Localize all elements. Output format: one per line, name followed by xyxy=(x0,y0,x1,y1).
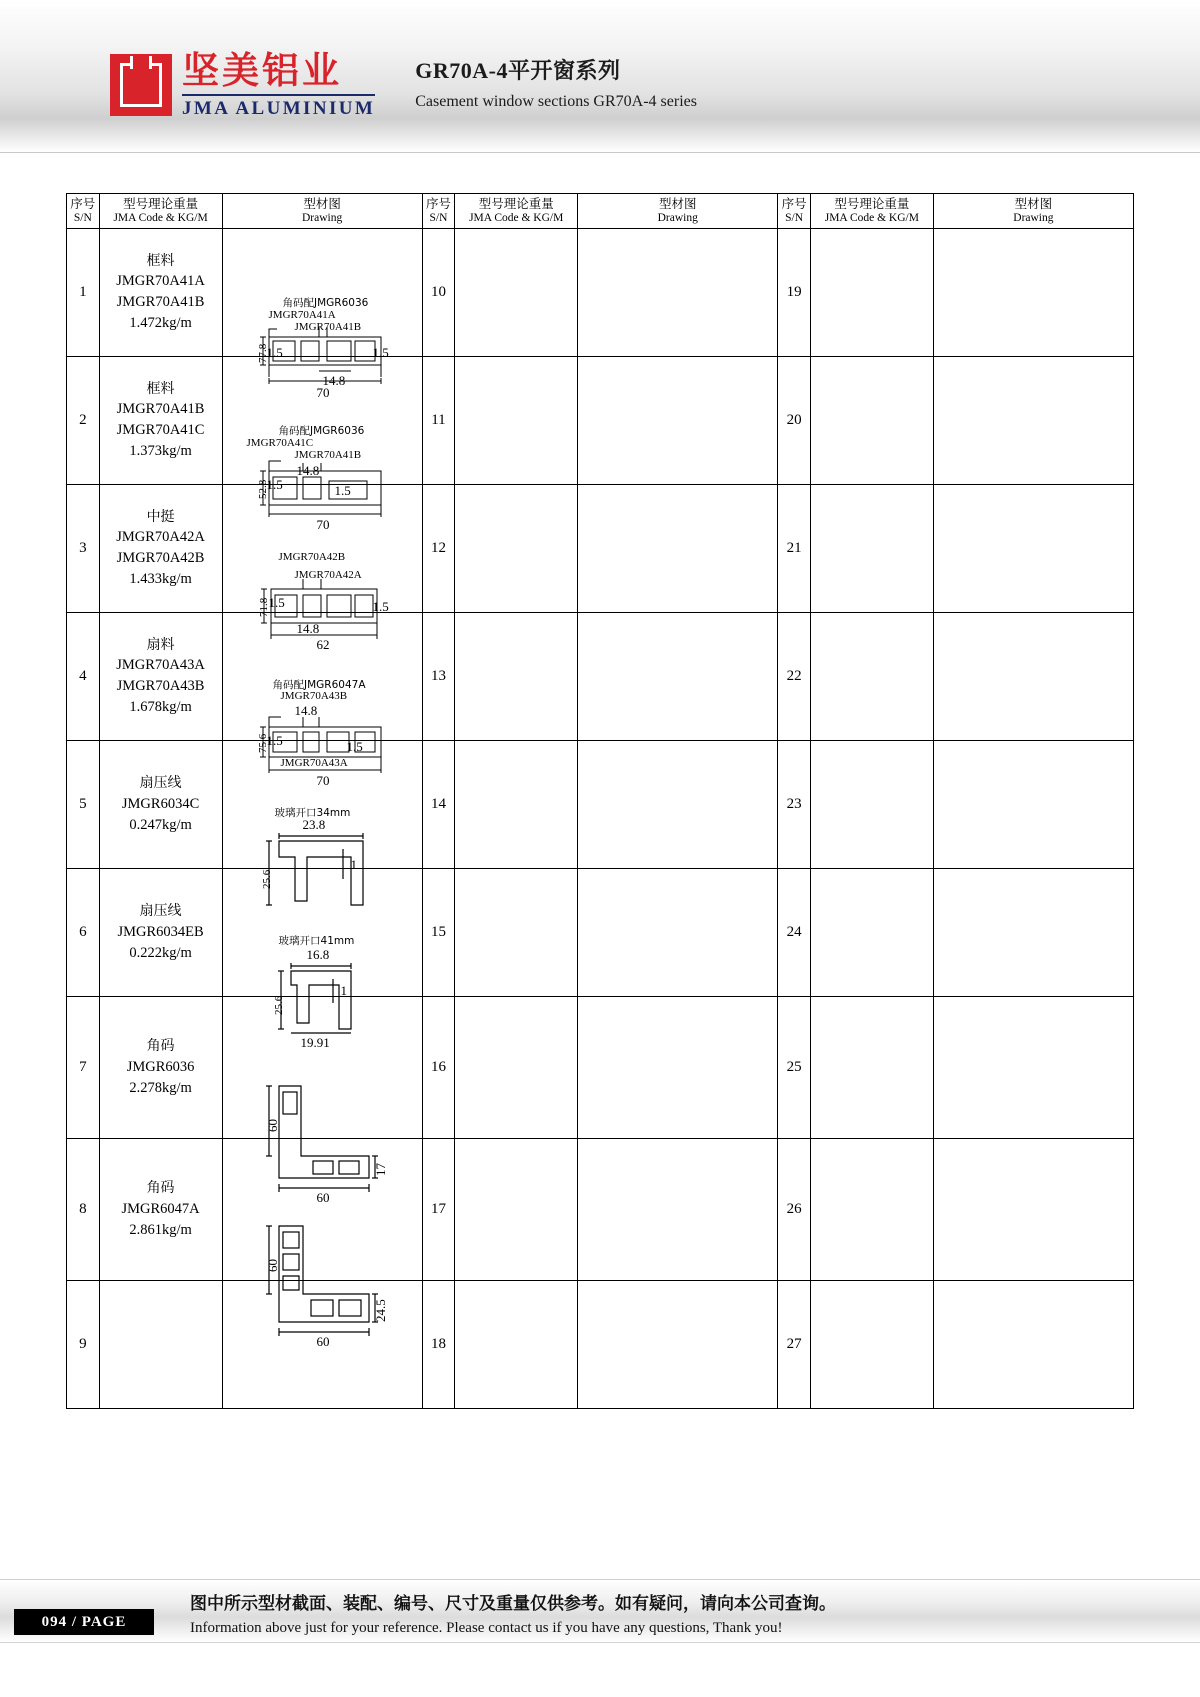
row-code-empty xyxy=(810,613,933,741)
row-drawing xyxy=(222,869,422,1050)
row-drawing-empty xyxy=(578,997,778,1139)
row-code-empty xyxy=(455,1281,578,1409)
dim-height: 71.8 xyxy=(257,597,270,617)
row-code xyxy=(99,997,222,1139)
code-label-b: JMGR70A41B xyxy=(294,448,362,461)
row-sn-2: 18 xyxy=(422,1281,455,1409)
row-type-cn: 角码 xyxy=(146,1180,175,1197)
code-label-a: JMGR70A43A xyxy=(280,756,348,769)
dim-width: 70 xyxy=(316,384,330,400)
note-label: 角码配JMGR6036 xyxy=(282,296,369,309)
row-drawing-empty xyxy=(933,613,1133,741)
row-sn-3: 22 xyxy=(778,613,811,741)
brand-name-en: JMA ALUMINIUM xyxy=(182,94,375,118)
row-type-cn: 扇料 xyxy=(146,636,175,653)
footer-note-en: Information above just for your reference. Please contact us if you have any questions, Thank you! xyxy=(190,1620,783,1636)
row-sn-2: 15 xyxy=(422,869,455,997)
row-weight: 0.247kg/m xyxy=(129,816,192,833)
row-code-1: JMGR70A41A xyxy=(116,273,205,290)
code-label-b: JMGR70A41B xyxy=(294,320,362,333)
row-code-2: JMGR70A43B xyxy=(116,678,205,695)
row-sn-3: 19 xyxy=(778,229,811,357)
row-drawing-empty xyxy=(933,485,1133,613)
row-drawing-empty xyxy=(578,741,778,869)
row-drawing-empty xyxy=(933,997,1133,1139)
row-code xyxy=(99,229,222,357)
brand-logo xyxy=(110,49,376,119)
row-sn: 4 xyxy=(67,613,100,741)
dim-height: 25.6 xyxy=(260,869,273,889)
dim-width: 60 xyxy=(316,1333,330,1349)
table-header-row xyxy=(67,194,1134,229)
dim-left: 1.5 xyxy=(266,732,283,748)
code-label-b: JMGR70A43B xyxy=(280,689,348,702)
row-type-cn: 框料 xyxy=(146,252,175,269)
code-label-c: JMGR70A41C xyxy=(246,436,314,449)
sections-table xyxy=(66,193,1134,1409)
header-code-2: 型号理论重量 JMA Code & KG/M xyxy=(455,194,578,229)
row-code-empty xyxy=(810,229,933,357)
row-sn-3: 21 xyxy=(778,485,811,613)
row-drawing-empty xyxy=(578,1139,778,1281)
row-sn-2: 12 xyxy=(422,485,455,613)
footer-note-cn: 图中所示型材截面、装配、编号、尺寸及重量仅供参考。如有疑问，请向本公司查询。 xyxy=(190,1594,836,1614)
row-code-empty xyxy=(455,485,578,613)
row-code-empty xyxy=(455,613,578,741)
row-code-empty xyxy=(810,869,933,997)
row-sn: 6 xyxy=(67,869,100,997)
row-code-1: JMGR70A43A xyxy=(116,657,205,674)
dim-width: 23.8 xyxy=(302,816,326,832)
row-code-empty xyxy=(810,357,933,485)
row-drawing xyxy=(222,1139,422,1349)
row-sn-2: 17 xyxy=(422,1139,455,1281)
row-drawing xyxy=(222,613,422,788)
dim-height: 52.8 xyxy=(256,479,269,499)
row-drawing-empty xyxy=(578,357,778,485)
row-weight: 2.861kg/m xyxy=(129,1221,192,1238)
row-sn-3: 20 xyxy=(778,357,811,485)
row-drawing-empty xyxy=(578,869,778,997)
note-label: 角码配JMGR6036 xyxy=(278,424,365,437)
row-weight: 1.678kg/m xyxy=(129,699,192,716)
dim-thickness: 1 xyxy=(340,982,348,998)
row-sn-3: 27 xyxy=(778,1281,811,1409)
row-code-1: JMGR6047A xyxy=(121,1200,200,1217)
row-drawing-empty xyxy=(933,357,1133,485)
row-code xyxy=(99,741,222,869)
row-code-empty xyxy=(455,741,578,869)
table-row xyxy=(67,997,1134,1139)
page-footer xyxy=(0,1579,1200,1647)
header-code-1: 型号理论重量 JMA Code & KG/M xyxy=(99,194,222,229)
page-title-en: Casement window sections GR70A-4 series xyxy=(415,93,697,110)
row-sn: 2 xyxy=(67,357,100,485)
row-code-empty xyxy=(810,1139,933,1281)
table-row xyxy=(67,357,1134,485)
row-sn-2: 13 xyxy=(422,613,455,741)
row-code-1: JMGR70A42A xyxy=(116,529,205,546)
header-drawing-1: 型材图 Drawing xyxy=(222,194,422,229)
row-code xyxy=(99,357,222,485)
row-drawing-empty xyxy=(578,485,778,613)
row-sn: 9 xyxy=(67,1281,100,1409)
header-sn-3: 序号 S/N xyxy=(778,194,811,229)
header-sn-1: 序号 S/N xyxy=(67,194,100,229)
row-code-2: JMGR70A41C xyxy=(116,422,205,439)
row-drawing-empty xyxy=(933,229,1133,357)
row-drawing-empty xyxy=(222,1281,422,1409)
row-sn-2: 10 xyxy=(422,229,455,357)
dim-left: 1.5 xyxy=(266,344,283,360)
dim-left: 1.5 xyxy=(268,594,285,610)
table-row xyxy=(67,613,1134,741)
row-code-1: JMGR6034EB xyxy=(117,923,204,940)
jma-logo-icon xyxy=(110,54,172,116)
page-header xyxy=(0,0,1200,153)
row-code-empty xyxy=(99,1281,222,1409)
row-drawing xyxy=(222,997,422,1205)
dim-inner: 14.8 xyxy=(296,462,320,478)
dim-height: 60 xyxy=(264,1258,280,1272)
header-sn-2: 序号 S/N xyxy=(422,194,455,229)
row-sn-3: 23 xyxy=(778,741,811,869)
row-drawing-empty xyxy=(933,741,1133,869)
brand-name-cn: 坚美铝业 xyxy=(182,49,342,92)
dim-inner: 14.8 xyxy=(294,702,318,718)
row-code xyxy=(99,613,222,741)
dim-left: 1.5 xyxy=(266,476,283,492)
dim-thickness: 1 xyxy=(350,856,358,872)
header-drawing-3: 型材图 Drawing xyxy=(933,194,1133,229)
row-drawing-empty xyxy=(578,1281,778,1409)
row-code-1: JMGR6034C xyxy=(121,795,200,812)
row-type-cn: 中挺 xyxy=(146,508,175,525)
dim-right: 1.5 xyxy=(372,598,389,614)
row-code-empty xyxy=(810,741,933,869)
row-sn: 8 xyxy=(67,1139,100,1281)
row-drawing xyxy=(222,229,422,400)
row-type-cn: 框料 xyxy=(146,380,175,397)
row-weight: 1.433kg/m xyxy=(129,571,192,588)
header-drawing-2: 型材图 Drawing xyxy=(578,194,778,229)
dim-width: 16.8 xyxy=(306,946,330,962)
dim-right: 1.5 xyxy=(334,482,351,498)
row-drawing-empty xyxy=(933,1139,1133,1281)
row-code-empty xyxy=(455,869,578,997)
row-drawing-empty xyxy=(578,229,778,357)
dim-thickness: 17 xyxy=(372,1162,388,1176)
row-drawing xyxy=(222,357,422,532)
row-sn-3: 26 xyxy=(778,1139,811,1281)
dim-inner: 14.8 xyxy=(296,620,320,636)
row-code-2: JMGR70A41B xyxy=(116,294,205,311)
dim-width: 70 xyxy=(316,516,330,532)
page-title-cn: GR70A-4平开窗系列 xyxy=(415,58,621,83)
table-row xyxy=(67,485,1134,613)
row-weight: 2.278kg/m xyxy=(129,1079,192,1096)
row-code-empty xyxy=(810,1281,933,1409)
code-label-b: JMGR70A42B xyxy=(278,550,346,563)
row-code-empty xyxy=(810,485,933,613)
row-code-empty xyxy=(455,1139,578,1281)
dim-height: 75.6 xyxy=(256,733,269,753)
note-label: 玻璃开口41mm xyxy=(278,934,355,947)
note-label: 角码配JMGR6047A xyxy=(272,678,366,691)
note-label: 玻璃开口34mm xyxy=(274,806,351,819)
dim-width: 60 xyxy=(316,1189,330,1205)
row-code-empty xyxy=(810,997,933,1139)
row-sn-2: 14 xyxy=(422,741,455,869)
table-row xyxy=(67,1139,1134,1281)
row-code-empty xyxy=(455,997,578,1139)
row-type-cn: 扇压线 xyxy=(139,903,182,920)
row-code-empty xyxy=(455,357,578,485)
dim-width: 70 xyxy=(316,772,330,788)
row-drawing-empty xyxy=(578,613,778,741)
code-label-a: JMGR70A42A xyxy=(294,568,362,581)
row-weight: 0.222kg/m xyxy=(129,944,192,961)
dim-right: 1.5 xyxy=(372,344,389,360)
row-sn: 1 xyxy=(67,229,100,357)
row-sn: 3 xyxy=(67,485,100,613)
row-code xyxy=(99,1139,222,1281)
dim-height: 77.8 xyxy=(256,343,269,363)
table-row xyxy=(67,229,1134,357)
row-code xyxy=(99,485,222,613)
row-drawing-empty xyxy=(933,869,1133,997)
row-weight: 1.373kg/m xyxy=(129,443,192,460)
row-sn-2: 16 xyxy=(422,997,455,1139)
row-drawing-empty xyxy=(933,1281,1133,1409)
row-drawing xyxy=(222,482,422,652)
table-row xyxy=(67,869,1134,997)
table-row xyxy=(67,741,1134,869)
header-code-3: 型号理论重量 JMA Code & KG/M xyxy=(810,194,933,229)
row-code-1: JMGR6036 xyxy=(126,1058,195,1075)
row-code xyxy=(99,869,222,997)
dim-inner: 14.8 xyxy=(322,372,346,388)
dim-bottom: 19.91 xyxy=(300,1034,330,1050)
row-code-2: JMGR70A42B xyxy=(116,550,205,567)
row-sn-3: 25 xyxy=(778,997,811,1139)
row-sn: 5 xyxy=(67,741,100,869)
table-row xyxy=(67,1281,1134,1409)
row-type-cn: 角码 xyxy=(146,1038,175,1055)
row-type-cn: 扇压线 xyxy=(139,775,182,792)
dim-width: 62 xyxy=(316,636,330,652)
row-code-1: JMGR70A41B xyxy=(116,401,205,418)
page-number: 094 / PAGE xyxy=(14,1609,154,1635)
row-sn: 7 xyxy=(67,997,100,1139)
code-label-a: JMGR70A41A xyxy=(268,308,336,321)
row-sn-3: 24 xyxy=(778,869,811,997)
dim-height: 25.6 xyxy=(272,995,285,1015)
row-code-empty xyxy=(455,229,578,357)
row-weight: 1.472kg/m xyxy=(129,315,192,332)
row-sn-2: 11 xyxy=(422,357,455,485)
dim-height: 60 xyxy=(264,1118,280,1132)
dim-right: 1.5 xyxy=(346,738,363,754)
dim-thickness: 24.5 xyxy=(372,1298,388,1322)
